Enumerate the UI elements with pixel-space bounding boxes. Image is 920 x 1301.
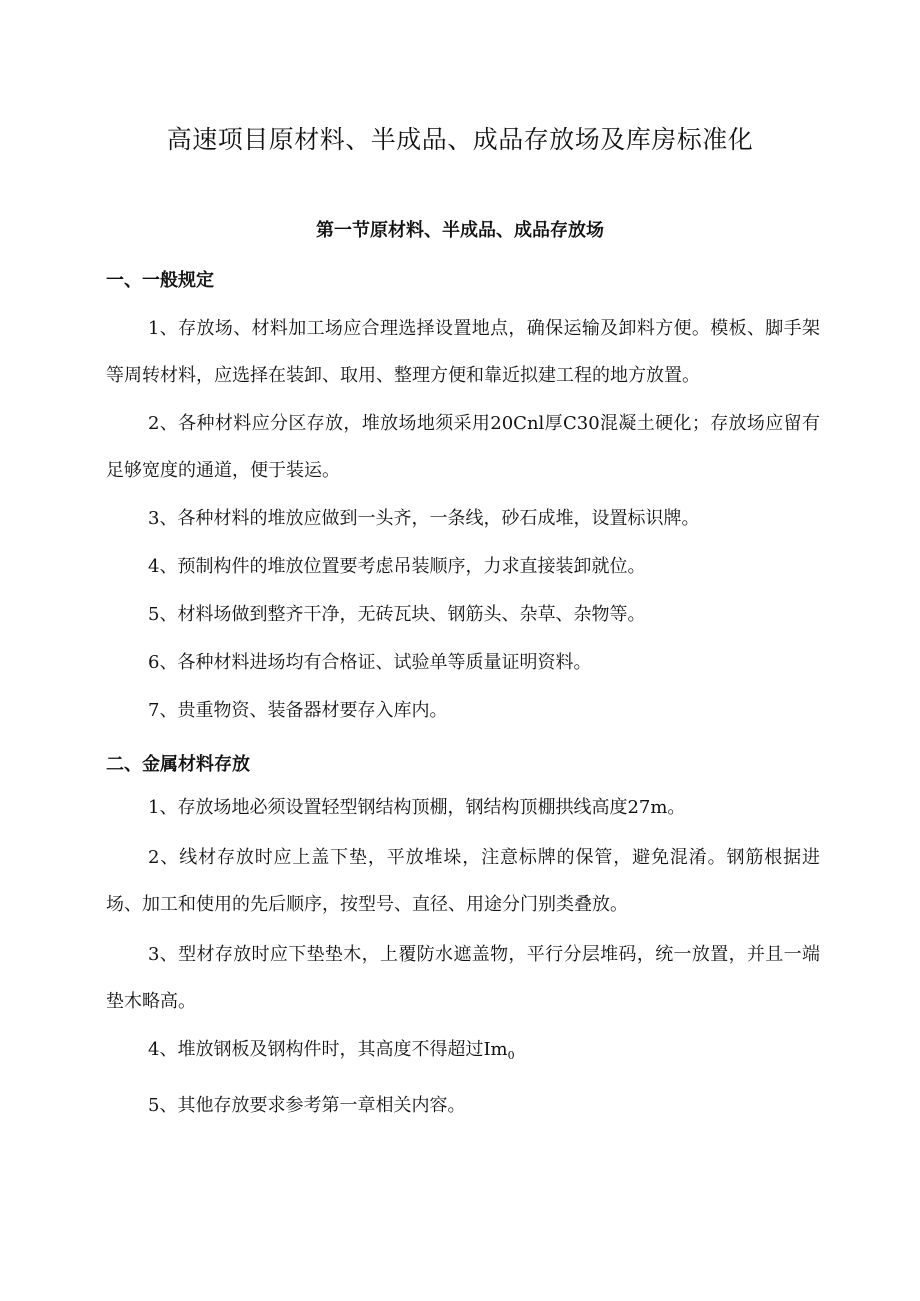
paragraph: 6、各种材料进场均有合格证、试验单等质量证明资料。 xyxy=(148,652,592,673)
document-title: 高速项目原材料、半成品、成品存放场及库房标准化 xyxy=(166,125,754,154)
paragraph: 7、贵重物资、装备器材要存入库内。 xyxy=(148,700,448,721)
paragraph: 1、存放场地必须设置轻型钢结构顶棚，钢结构顶棚拱线高度27m。 xyxy=(148,797,686,818)
paragraph: 2、各种材料应分区存放，堆放场地须采用20Cnl厚C30混凝土硬化；存放场应留有足够宽度的通道，便于装运。 xyxy=(106,413,820,481)
paragraph-text: 4、堆放钢板及钢构件时，其高度不得超过Im xyxy=(148,1039,508,1060)
paragraph: 5、材料场做到整齐干净，无砖瓦块、钢筋头、杂草、杂物等。 xyxy=(148,604,646,625)
heading-metal-materials: 二、金属材料存放 xyxy=(106,754,250,775)
paragraph: 3、各种材料的堆放应做到一头齐，一条线，砂石成堆，设置标识牌。 xyxy=(148,508,700,529)
paragraph: 3、型材存放时应下垫垫木，上覆防水遮盖物，平行分层堆码，统一放置，并且一端垫木略高。 xyxy=(106,944,820,1012)
paragraph: 1、存放场、材料加工场应合理选择设置地点，确保运输及卸料方便。模板、脚手架等周转材料，应选择在装卸、取用、整理方便和靠近拟建工程的地方放置。 xyxy=(106,318,820,386)
paragraph: 5、其他存放要求参考第一章相关内容。 xyxy=(148,1095,466,1116)
section-title: 第一节原材料、半成品、成品存放场 xyxy=(316,220,604,241)
paragraph: 4、预制构件的堆放位置要考虑吊装顺序，力求直接装卸就位。 xyxy=(148,556,646,577)
paragraph-with-subscript xyxy=(106,1026,820,1079)
heading-general-rules: 一、一般规定 xyxy=(106,270,214,291)
paragraph: 2、线材存放时应上盖下垫，平放堆垛，注意标牌的保管，避免混淆。钢筋根据进场、加工和使用的先后顺序，按型号、直径、用途分门别类叠放。 xyxy=(106,847,820,915)
subscript: 0 xyxy=(507,1049,515,1062)
